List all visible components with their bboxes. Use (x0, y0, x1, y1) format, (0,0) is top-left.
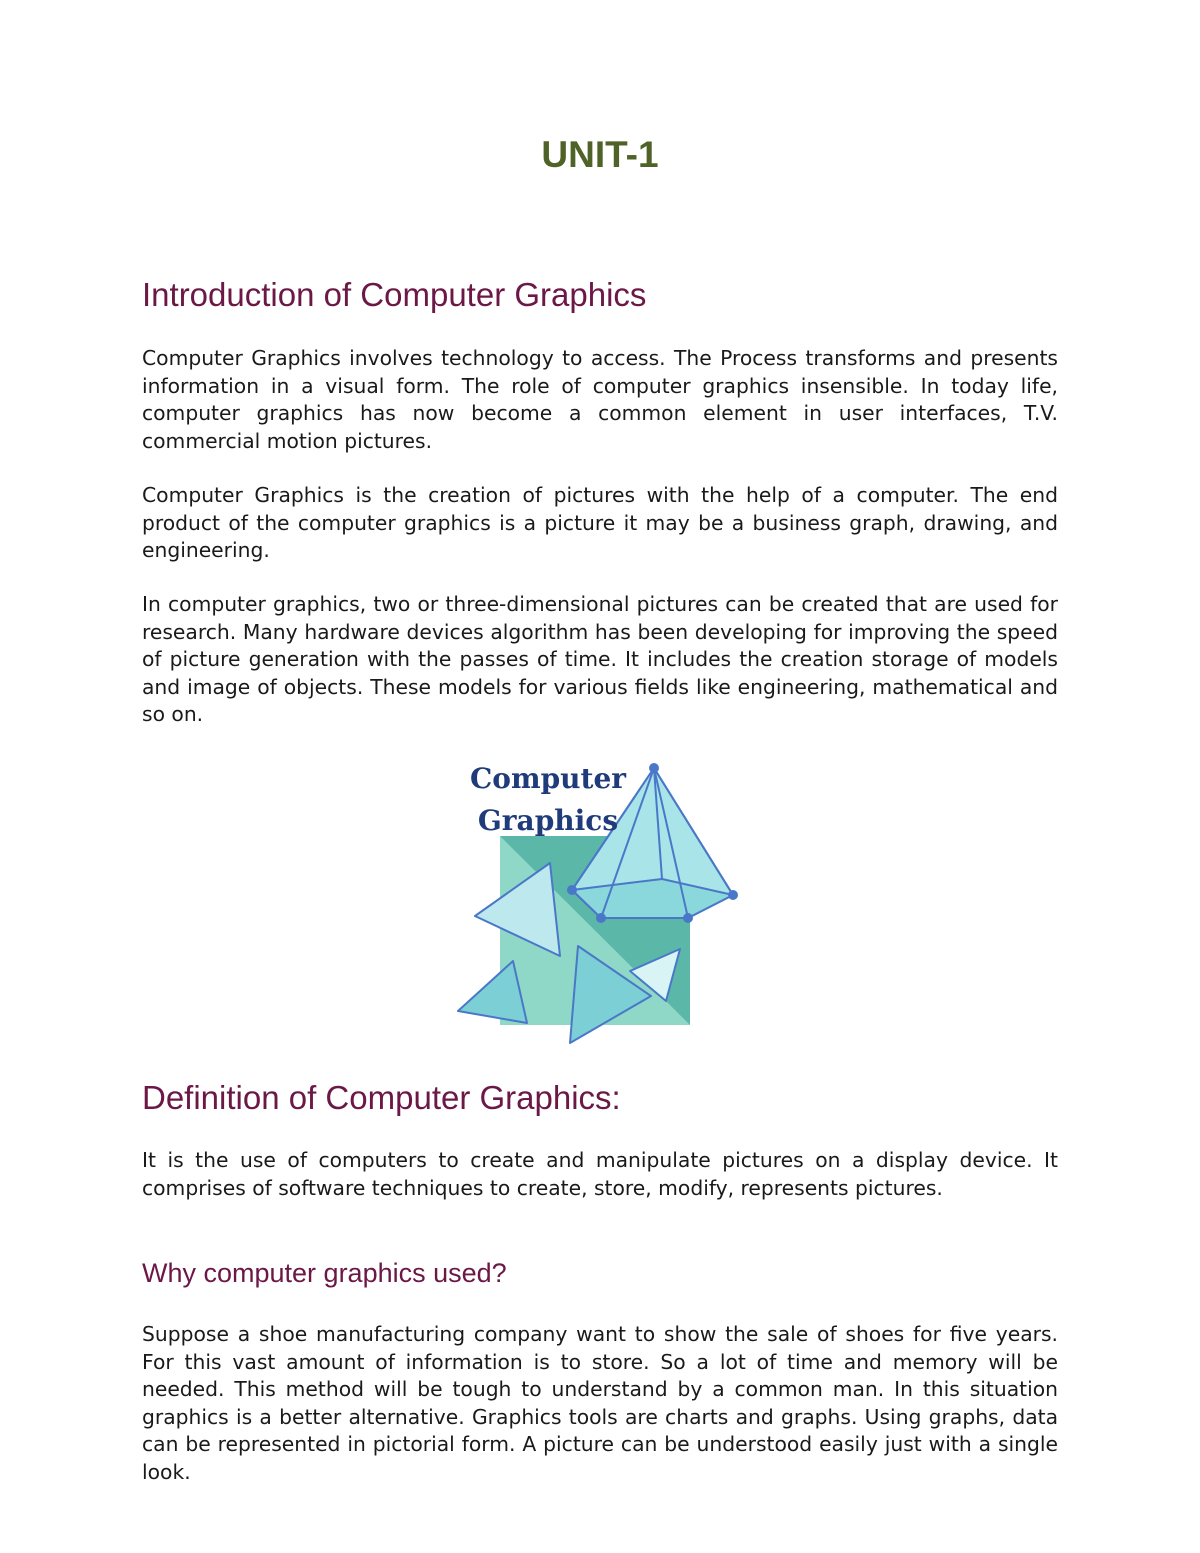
caption-line-2: Graphics (477, 804, 619, 837)
why-heading: Why computer graphics used? (142, 1258, 507, 1288)
illustration-caption (463, 758, 633, 842)
caption-line-1: Computer (469, 762, 627, 795)
definition-heading: Definition of Computer Graphics: (142, 1079, 621, 1116)
definition-paragraph: It is the use of computers to create and manipulate pictures on a display device. It comprises of software techniques to create, store, modify, represents pictures. (142, 1148, 1058, 1200)
intro-paragraph-3: In computer graphics, two or three-dimensional pictures can be created that are used for research. Many hardware devices algorithm has been developing for improving the speed of picture generation with the passes of time. It includes the creation storage of models and image of objects. These models for various fields like engineering, mathematical and so on. (142, 592, 1058, 726)
computer-graphics-illustration (455, 758, 745, 1050)
unit-title: UNIT-1 (541, 134, 659, 175)
intro-paragraph-2: Computer Graphics is the creation of pictures with the help of a computer. The end product of the computer graphics is a picture it may be a business graph, drawing, and engineering. (142, 483, 1058, 562)
intro-paragraph-1: Computer Graphics involves technology to access. The Process transforms and presents information in a visual form. The role of computer graphics insensible. In today life, computer graphics has now become a common element in user interfaces, T.V. commercial motion pictures. (142, 346, 1058, 453)
intro-heading: Introduction of Computer Graphics (142, 276, 647, 313)
why-paragraph: Suppose a shoe manufacturing company want to show the sale of shoes for five years. For this vast amount of information is to store. So a lot of time and memory will be needed. This method will be tough to understand by a common man. In this situation graphics is a better alternative. Graphics tools are charts and graphs. Using graphs, data can be represented in pictorial form. A picture can be understood easily just with a single look. (142, 1322, 1058, 1484)
